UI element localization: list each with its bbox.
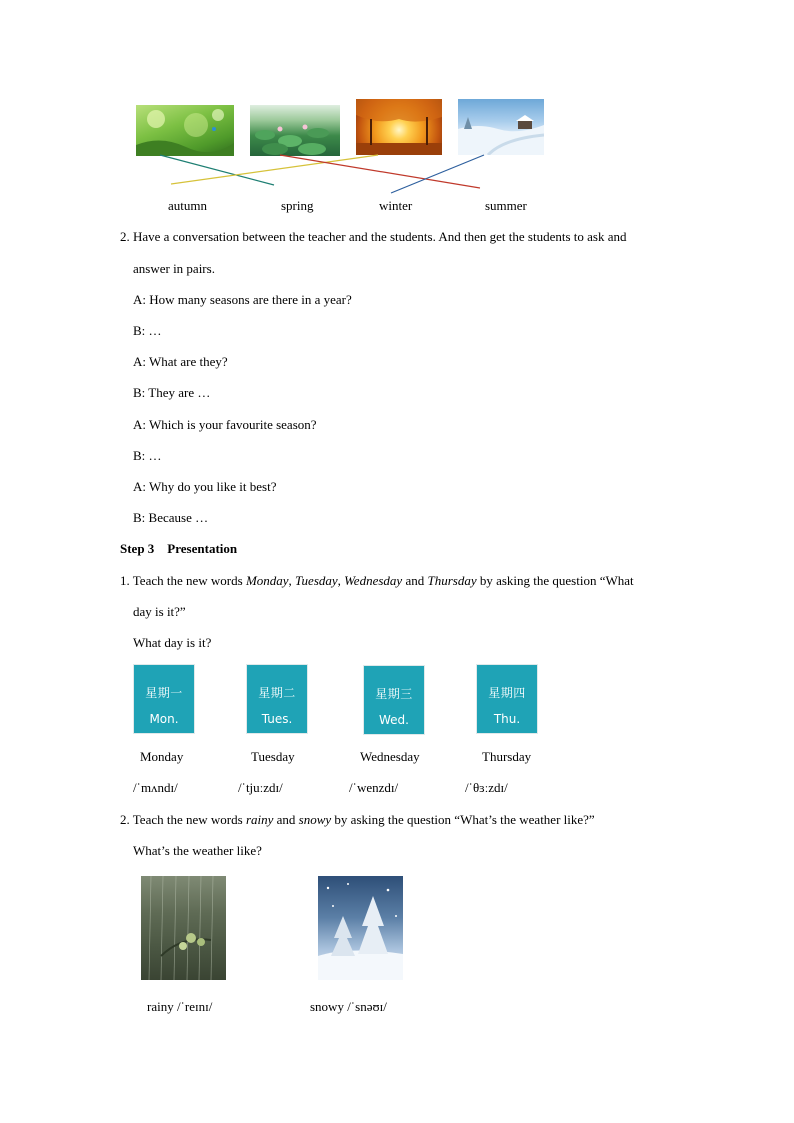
dialogue-line: A: How many seasons are there in a year?	[133, 292, 352, 307]
day-card-zh: 星期一	[145, 686, 183, 700]
line-autumn-to-word	[171, 155, 378, 184]
rainy-photo	[141, 876, 226, 980]
dialogue-line: B: They are …	[133, 385, 211, 400]
word-winter: winter	[379, 198, 413, 213]
day-card-abbr: Wed.	[379, 713, 409, 727]
caption-rainy: rainy /ˈreɪnɪ/	[147, 999, 213, 1014]
step3-item1-line2: day is it?”	[133, 604, 186, 619]
item2-and: and	[273, 812, 299, 827]
day-card-abbr: Thu.	[493, 712, 521, 726]
line-winter-to-word	[391, 155, 484, 193]
item1-suffix: by asking the question “What	[476, 573, 634, 588]
day-name-monday: Monday	[140, 749, 184, 764]
day-card-zh: 星期三	[375, 687, 413, 701]
day-card-zh: 星期四	[488, 686, 526, 700]
word-rainy: rainy	[245, 812, 274, 827]
ipa-wednesday: /ˈwenzdɪ/	[349, 780, 399, 795]
dialogue-line: B: …	[133, 448, 162, 463]
matching-lines	[0, 0, 794, 200]
line-summer-to-word	[280, 155, 480, 188]
word-snowy: snowy	[298, 812, 332, 827]
caption-snowy: snowy /ˈsnəʊɪ/	[310, 999, 387, 1014]
ipa-thursday: /ˈθɜːzdɪ/	[465, 780, 508, 795]
word-tuesday: Tuesday	[295, 573, 338, 588]
dialogue-line: B: …	[133, 323, 162, 338]
ipa-monday: /ˈmʌndɪ/	[133, 780, 178, 795]
word-wednesday: Wednesday	[344, 573, 403, 588]
sep: ,	[337, 573, 345, 588]
dialogue-line: A: What are they?	[133, 354, 228, 369]
word-summer: summer	[485, 198, 527, 213]
day-card-thursday	[476, 664, 538, 734]
dialogue-line: A: Which is your favourite season?	[133, 417, 317, 432]
task2-intro-line2: answer in pairs.	[133, 261, 215, 276]
day-card-monday	[133, 664, 195, 734]
item2-prefix: 2. Teach the new words	[120, 812, 246, 827]
day-name-thursday: Thursday	[482, 749, 532, 764]
line-spring-to-autumn-word	[160, 155, 274, 185]
day-card-wednesday	[363, 665, 425, 735]
task2-intro-line1: 2. Have a conversation between the teacher and the students. And then get the students to ask and	[120, 229, 627, 244]
rainy-photo-art	[141, 876, 226, 980]
day-name-wednesday: Wednesday	[360, 749, 420, 764]
day-name-tuesday: Tuesday	[251, 749, 295, 764]
step3-item1-line1	[120, 573, 634, 589]
step3-heading-text: Step 3 Presentation	[120, 541, 238, 556]
dialogue-line: A: Why do you like it best?	[133, 479, 277, 494]
day-card-abbr: Mon.	[149, 712, 179, 726]
item2-suffix: by asking the question “What’s the weather like?”	[331, 812, 595, 827]
word-autumn: autumn	[168, 198, 207, 213]
item1-prefix: 1. Teach the new words	[120, 573, 246, 588]
sep: ,	[288, 573, 296, 588]
item2-question: What’s the weather like?	[133, 843, 262, 858]
step3-item2-line1	[120, 812, 595, 828]
sep: and	[402, 573, 428, 588]
item1-question: What day is it?	[133, 635, 212, 650]
dialogue-line: B: Because …	[133, 510, 209, 525]
word-monday: Monday	[245, 573, 289, 588]
snowy-photo-art	[318, 876, 403, 980]
day-card-abbr: Tues.	[261, 712, 293, 726]
word-spring: spring	[281, 198, 314, 213]
word-thursday: Thursday	[427, 573, 477, 588]
day-card-zh: 星期二	[258, 686, 296, 700]
snowy-photo	[318, 876, 403, 980]
step3-heading	[120, 541, 237, 557]
ipa-tuesday: /ˈtjuːzdɪ/	[238, 780, 283, 795]
day-card-tuesday	[246, 664, 308, 734]
